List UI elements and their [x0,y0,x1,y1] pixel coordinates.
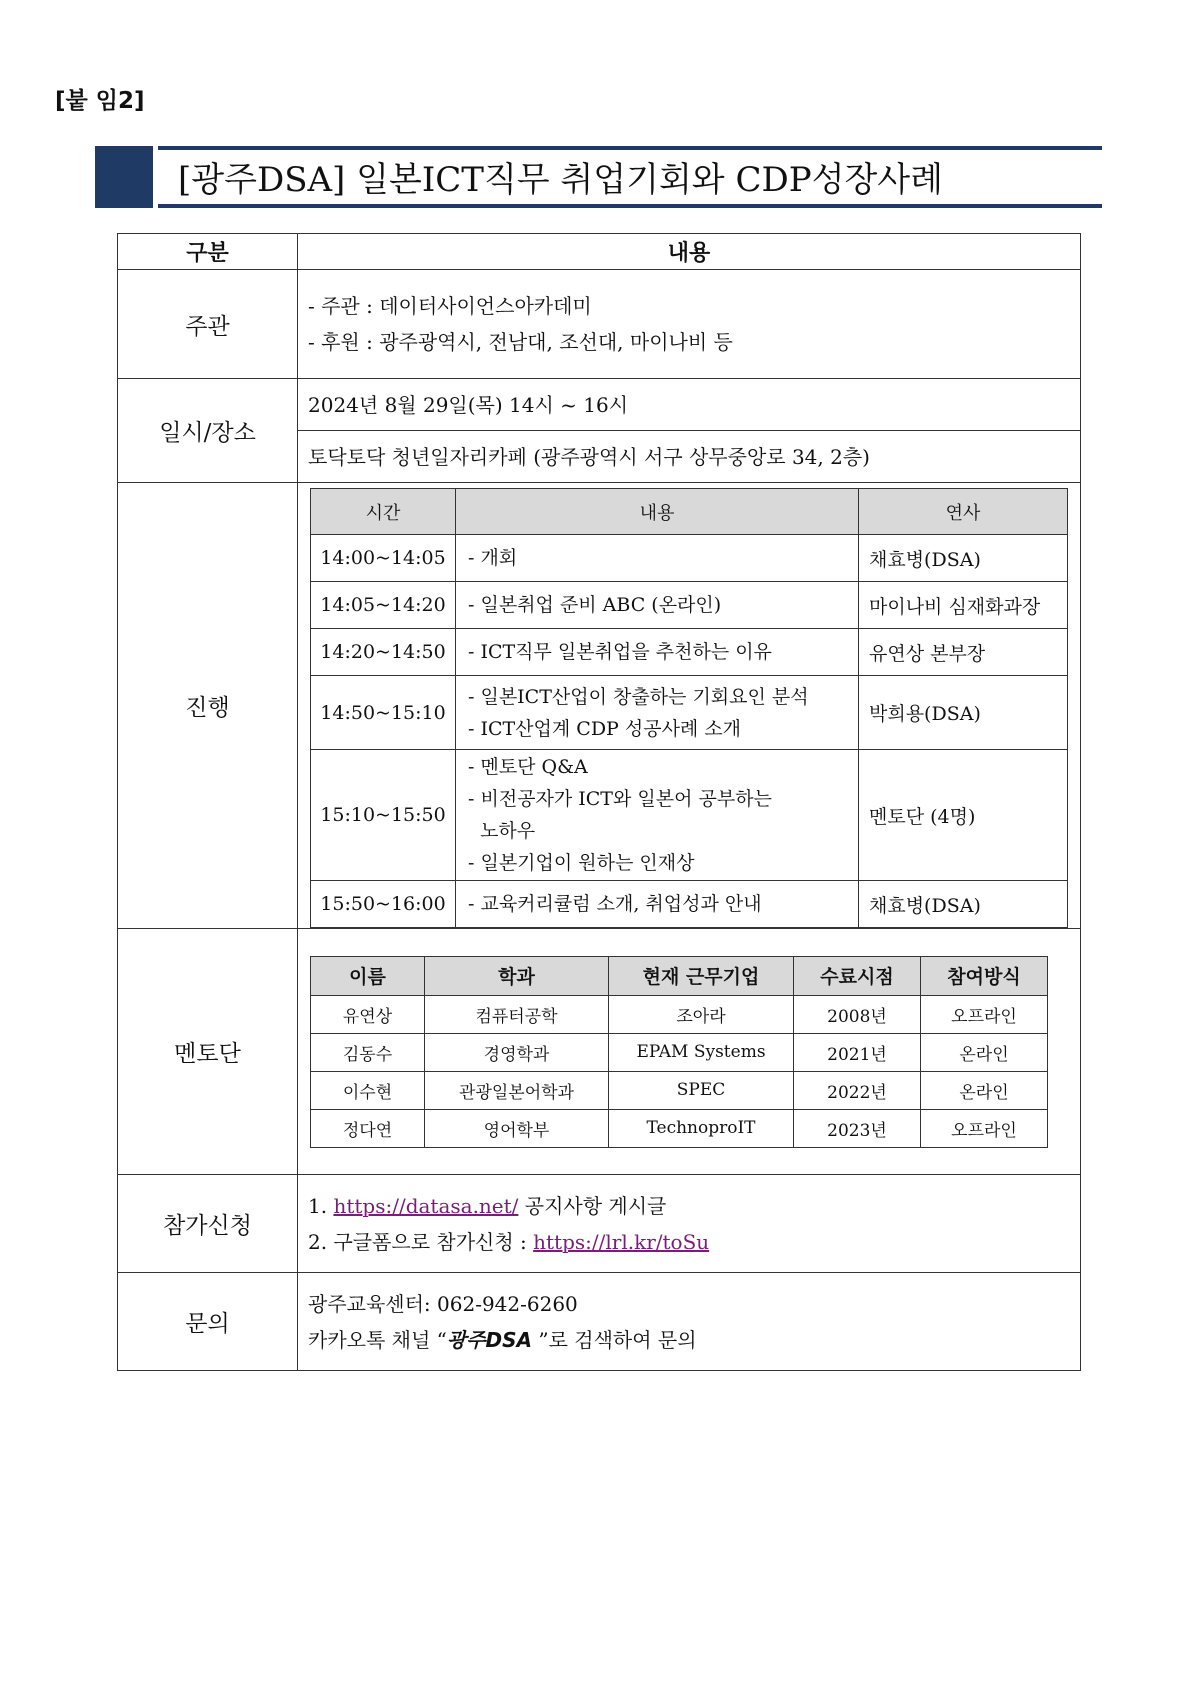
mentors-header-mode: 참여방식 [921,956,1048,995]
session-content: - 개회 [456,535,859,582]
session-time: 15:50~16:00 [311,881,456,928]
session-content: - 일본취업 준비 ABC (온라인) [456,582,859,629]
header-row [118,234,1081,270]
event-place: 토닥토닥 청년일자리카페 (광주광역시 서구 상무중앙로 34, 2층) [298,431,1081,483]
table-row [311,881,1068,928]
session-speaker: 유연상 본부장 [859,629,1068,676]
registration-line-1: 1. https://datasa.net/ 공지사항 게시글 [308,1193,667,1218]
mentors-header-row [311,956,1048,995]
table-row: 이수현 관광일본어학과 SPEC 2022년 온라인 [311,1071,1048,1109]
host-row [118,270,1081,379]
table-row [311,535,1068,582]
mentors-row [118,929,1081,1175]
mentors-header-graduation: 수료시점 [794,956,921,995]
inquiry-content [298,1273,1081,1371]
kakao-channel-name: 광주DSA [446,1327,532,1352]
page-title: [광주DSA] 일본ICT직무 취업기회와 CDP성장사례 [178,160,943,200]
inquiry-row [118,1273,1081,1371]
session-time: 15:10~15:50 [311,750,456,881]
table-row [311,582,1068,629]
table-row [311,676,1068,750]
session-time: 14:20~14:50 [311,629,456,676]
session-time: 14:05~14:20 [311,582,456,629]
inquiry-kakao: 카카오톡 채널 “광주DSA ”로 검색하여 문의 [308,1327,697,1352]
schedule-header-speaker: 연사 [859,489,1068,535]
title-top-rule [158,146,1102,150]
event-info-table [117,233,1081,1371]
datetime-row-date [118,379,1081,431]
session-time: 14:00~14:05 [311,535,456,582]
table-row: 김동수 경영학과 EPAM Systems 2021년 온라인 [311,1033,1048,1071]
event-date: 2024년 8월 29일(목) 14시 ~ 16시 [298,379,1081,431]
mentors-header-name: 이름 [311,956,425,995]
title-accent-block [95,146,153,208]
registration-label: 참가신청 [118,1175,298,1273]
host-content [298,270,1081,379]
title-bottom-rule [158,204,1102,208]
mentors-header-major: 학과 [425,956,609,995]
session-speaker: 멘토단 (4명) [859,750,1068,881]
session-content: - 멘토단 Q&A - 비전공자가 ICT와 일본어 공부하는 노하우 - 일본기업이 원하는 인재상 [456,750,859,881]
header-category: 구분 [118,234,298,270]
mentors-label: 멘토단 [118,929,298,1175]
schedule-content [298,483,1081,929]
schedule-table [310,488,1068,928]
host-sponsor: - 후원 : 광주광역시, 전남대, 조선대, 마이나비 등 [308,330,733,354]
registration-line-2: 2. 구글폼으로 참가신청 : https://lrl.kr/toSu [308,1229,710,1254]
session-content: - ICT직무 일본취업을 추천하는 이유 [456,629,859,676]
schedule-header-content: 내용 [456,489,859,535]
host-organizer: - 주관 : 데이터사이언스아카데미 [308,294,592,318]
mentors-table [310,956,1048,1148]
host-label: 주관 [118,270,298,379]
mentors-header-company: 현재 근무기업 [609,956,794,995]
inquiry-phone: 광주교육센터: 062-942-6260 [308,1291,578,1316]
table-row [311,629,1068,676]
session-speaker: 박희용(DSA) [859,676,1068,750]
table-row [311,750,1068,881]
schedule-header-time: 시간 [311,489,456,535]
header-content: 내용 [298,234,1081,270]
schedule-label: 진행 [118,483,298,929]
mentors-content [298,929,1081,1175]
session-content: - 교육커리큘럼 소개, 취업성과 안내 [456,881,859,928]
schedule-header-row [311,489,1068,535]
session-content: - 일본ICT산업이 창출하는 기회요인 분석 - ICT산업계 CDP 성공사례 소개 [456,676,859,750]
registration-row [118,1175,1081,1273]
datetime-label: 일시/장소 [118,379,298,483]
session-speaker: 마이나비 심재화과장 [859,582,1068,629]
session-speaker: 채효병(DSA) [859,881,1068,928]
attachment-label: [붙 임2] [55,88,145,114]
table-row: 유연상 컴퓨터공학 조아라 2008년 오프라인 [311,995,1048,1033]
google-form-link[interactable]: https://lrl.kr/toSu [533,1229,710,1254]
datasa-link[interactable]: https://datasa.net/ [333,1193,519,1218]
session-speaker: 채효병(DSA) [859,535,1068,582]
table-row: 정다연 영어학부 TechnoproIT 2023년 오프라인 [311,1109,1048,1147]
session-time: 14:50~15:10 [311,676,456,750]
inquiry-label: 문의 [118,1273,298,1371]
registration-content [298,1175,1081,1273]
schedule-row [118,483,1081,929]
